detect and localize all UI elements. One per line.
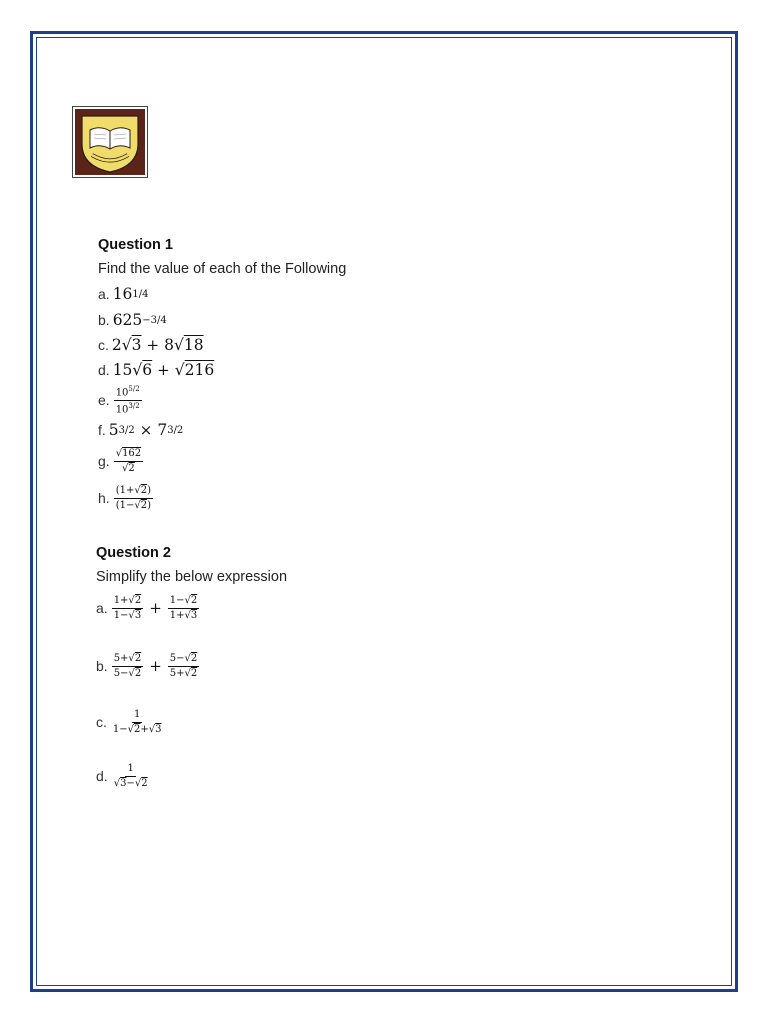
math-expression: $\frac{1+√2}{1-√3}$ + $\frac{1-√2}{1+√3}$ — [113, 595, 198, 621]
q1-item-a — [98, 281, 149, 307]
math-expression: $\frac{5+√2}{5-√2}$ + $\frac{5-√2}{5+√2}$ — [113, 653, 198, 679]
item-label: d. — [98, 362, 110, 378]
question-1-heading: Question 1 — [98, 237, 173, 253]
math-expression: 5 3/2 × 7 3/2 — [108, 421, 184, 439]
item-label: a. — [96, 600, 108, 616]
item-label: g. — [98, 453, 110, 469]
question-2-instruction: Simplify the below expression — [96, 569, 288, 585]
question-1-instruction: Find the value of each of the Following — [98, 261, 347, 277]
math-expression: 625 −3/4 — [112, 311, 167, 329]
q2-item-c — [96, 704, 165, 740]
math-expression: $\frac{1}{√3-√2}$ — [113, 763, 148, 789]
school-crest-logo — [72, 106, 148, 178]
item-label: d. — [96, 768, 108, 784]
item-label: b. — [98, 312, 110, 328]
q2-item-d — [96, 758, 151, 794]
item-label: e. — [98, 392, 110, 408]
q2-item-b — [96, 648, 200, 684]
math-expression: $\frac{√162}{√2}$ — [115, 448, 142, 474]
item-label: a. — [98, 286, 110, 302]
q2-item-a — [96, 590, 200, 626]
item-label: c. — [96, 714, 107, 730]
q1-item-c — [98, 332, 204, 358]
q1-item-h — [98, 480, 154, 516]
q1-item-b — [98, 307, 167, 333]
math-expression: 2√ 3 + 8√ 18 — [111, 336, 204, 354]
q1-item-e — [98, 384, 143, 416]
math-expression: $\frac{10^{5/2}}{10^{3/2}}$ — [115, 384, 140, 415]
item-label: h. — [98, 490, 110, 506]
item-label: f. — [98, 422, 106, 438]
question-2-heading: Question 2 — [96, 545, 171, 561]
q1-item-g — [98, 444, 144, 478]
math-expression: 15√ 6 + √ 216 — [112, 361, 215, 379]
item-label: c. — [98, 337, 109, 353]
math-expression: $\frac{(1+√2)}{(1-√2)}$ — [115, 485, 151, 511]
q1-item-d — [98, 357, 214, 383]
math-expression: 16 1/4 — [112, 285, 149, 303]
item-label: b. — [96, 658, 108, 674]
q1-item-f — [98, 417, 183, 443]
math-expression: $\frac{1}{1-√2+√3}$ — [112, 709, 162, 735]
